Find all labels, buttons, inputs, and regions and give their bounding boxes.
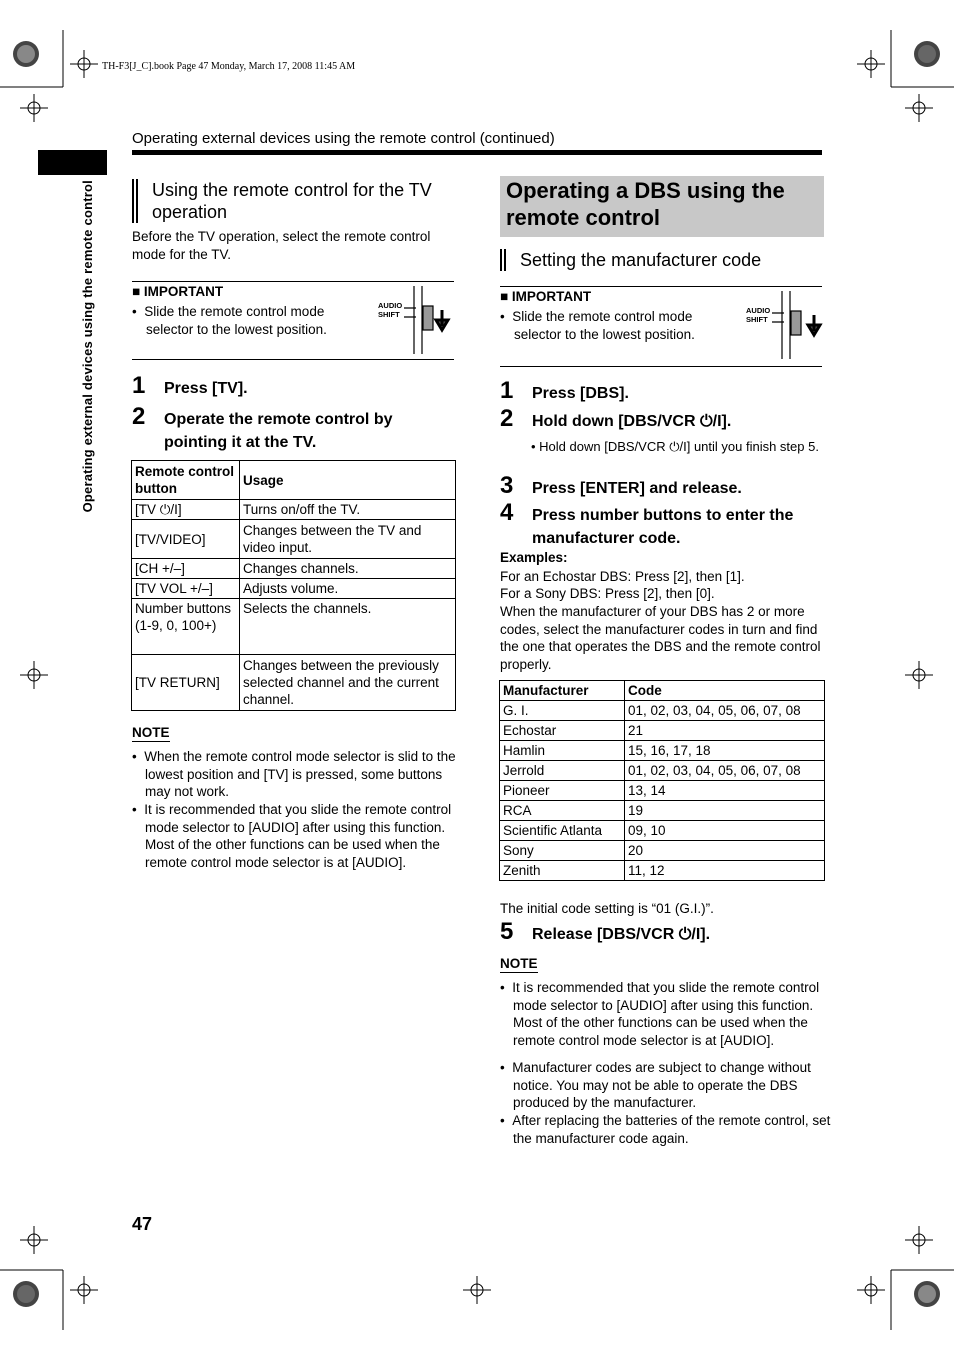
mfr-table-cell: 15, 16, 17, 18: [625, 741, 825, 761]
mfr-table-cell: 21: [625, 721, 825, 741]
tv-table-cell: [TV ⏻/I]: [132, 500, 240, 520]
left-step-2-text: Operate the remote control by pointing it at the TV.: [164, 411, 393, 451]
examples-text: When the manufacturer of your DBS has 2 or more codes, select the manufacturer codes in turn and find the one that operates the DBS and the remote control properly.: [500, 604, 821, 672]
section-title: Operating a DBS using the remote control: [506, 178, 785, 230]
mfr-table-cell: Pioneer: [500, 781, 625, 801]
mode-switch-illustration: [374, 284, 456, 358]
mfr-table-cell: 01, 02, 03, 04, 05, 06, 07, 08: [625, 761, 825, 781]
mfr-table-cell: Hamlin: [500, 741, 625, 761]
right-step-2-sub: • Hold down [DBS/VCR ⏻/I] until you finish step 5.: [531, 439, 819, 454]
tv-table-header-button: Remote control button: [132, 461, 240, 500]
tv-button-table: [131, 460, 456, 711]
left-important-label: ■ IMPORTANT: [132, 284, 224, 299]
right-important-rule-bottom: [500, 366, 822, 367]
mfr-table-cell: 19: [625, 801, 825, 821]
left-important-text: • Slide the remote control mode selector to the lowest position.: [132, 304, 327, 337]
left-step-1-number: 1: [132, 372, 146, 399]
tv-table-cell: Changes between the TV and video input.: [240, 520, 456, 559]
right-step-3-text: Press [ENTER] and release.: [532, 480, 742, 497]
side-text: Operating external devices using the remote control: [80, 180, 95, 513]
left-important-rule-bottom: [132, 359, 454, 360]
tv-table-cell: Changes between the previously selected channel and the current channel.: [240, 655, 456, 711]
tv-table-header-usage: Usage: [240, 461, 456, 500]
running-header: Operating external devices using the remote control (continued): [132, 130, 555, 147]
initial-code-text: The initial code setting is “01 (G.I.)”.: [500, 901, 714, 916]
left-important-rule-top: [132, 281, 454, 282]
switch-label-bottom: SHIFT: [378, 310, 400, 319]
right-step-5-text: Release [DBS/VCR ⏻/I].: [532, 926, 711, 943]
left-step-1-text: Press [TV].: [164, 380, 248, 397]
left-subheading: Using the remote control for the TV operation: [132, 179, 462, 223]
mfr-table-cell: Zenith: [500, 861, 625, 881]
right-step-1-text: Press [DBS].: [532, 385, 629, 402]
right-important-rule-top: [500, 286, 822, 287]
tv-table-cell: [TV/VIDEO]: [132, 520, 240, 559]
side-tab: [38, 150, 107, 175]
mfr-table-cell: 20: [625, 841, 825, 861]
tv-table-cell: [TV VOL +/–]: [132, 579, 240, 599]
right-note-1-text: It is recommended that you slide the remote control mode selector to [AUDIO] after using this function. Most of the other functions can be used when the remote control mode selector is at [AUDIO].: [512, 980, 820, 1048]
mfr-table-cell: 09, 10: [625, 821, 825, 841]
mfr-table-cell: 13, 14: [625, 781, 825, 801]
right-note-1: • It is recommended that you slide the remote control mode selector to [AUDIO] after using this function. Most of the other functions can be used when the remote control mode selector is at [AUDIO].: [500, 980, 820, 1048]
right-step-4-text: Press number buttons to enter the manufacturer code.: [532, 507, 794, 547]
switch-label-top: AUDIO: [746, 306, 771, 315]
tv-table-cell: [TV RETURN]: [132, 655, 240, 711]
left-note-2-text: It is recommended that you slide the remote control mode selector to [AUDIO] after using this function. Most of the other functions can be used when the remote control mode selector is at [AUDIO].: [144, 802, 452, 870]
right-important-text: • Slide the remote control mode selector to the lowest position.: [500, 309, 695, 342]
mfr-table-cell: 11, 12: [625, 861, 825, 881]
tv-table-cell: Adjusts volume.: [240, 579, 456, 599]
left-intro: Before the TV operation, select the remote control mode for the TV.: [132, 229, 431, 262]
mfr-table-cell: Jerrold: [500, 761, 625, 781]
switch-label-bottom: SHIFT: [746, 315, 768, 324]
right-note-2-text: Manufacturer codes are subject to change without notice. You may not be able to operate the DBS produced by the manufacturer.: [512, 1060, 811, 1110]
right-note-3-text: After replacing the batteries of the remote control, set the manufacturer code again.: [512, 1113, 831, 1146]
mfr-table-cell: RCA: [500, 801, 625, 821]
tv-table-cell: Number buttons (1-9, 0, 100+): [132, 599, 240, 655]
tv-table-cell: Changes channels.: [240, 559, 456, 579]
left-note-1: • When the remote control mode selector is slid to the lowest position and [TV] is pressed, some buttons may not work.: [132, 749, 456, 799]
right-step-3-number: 3: [500, 472, 514, 499]
example-2: For a Sony DBS: Press [2], then [0].: [500, 586, 715, 601]
right-step-2-number: 2: [500, 405, 514, 432]
right-step-1-number: 1: [500, 377, 514, 404]
right-note-2: • Manufacturer codes are subject to change without notice. You may not be able to operate the DBS produced by the manufacturer.: [500, 1060, 811, 1110]
tv-table-cell: [CH +/–]: [132, 559, 240, 579]
left-note-2: • It is recommended that you slide the remote control mode selector to [AUDIO] after using this function. Most of the other functions can be used when the remote control mode selector is at [AUDIO].: [132, 802, 452, 870]
mfr-table-cell: Scientific Atlanta: [500, 821, 625, 841]
file-info: TH-F3[J_C].book Page 47 Monday, March 17, 2008 11:45 AM: [102, 61, 356, 72]
switch-label-top: AUDIO: [378, 301, 403, 310]
right-step-5-number: 5: [500, 918, 514, 945]
header-rule: [132, 150, 822, 155]
tv-table-cell: Selects the channels.: [240, 599, 456, 655]
left-note-label: NOTE: [132, 725, 170, 740]
mfr-table-cell: G. I.: [500, 701, 625, 721]
mfr-table-cell: 01, 02, 03, 04, 05, 06, 07, 08: [625, 701, 825, 721]
left-important-text-value: Slide the remote control mode selector to the lowest position.: [144, 304, 327, 337]
examples-label: Examples:: [500, 550, 568, 565]
mfr-table-header-manufacturer: Manufacturer: [500, 681, 625, 701]
right-subheading: Setting the manufacturer code: [500, 249, 830, 271]
mfr-table-cell: Sony: [500, 841, 625, 861]
example-1: For an Echostar DBS: Press [2], then [1].: [500, 569, 745, 584]
mfr-table-cell: Echostar: [500, 721, 625, 741]
right-note-3: • After replacing the batteries of the remote control, set the manufacturer code again.: [500, 1113, 831, 1146]
right-important-label: ■ IMPORTANT: [500, 289, 592, 304]
right-note-label: NOTE: [500, 956, 538, 971]
section-title-box: [500, 176, 824, 237]
left-note-1-text: When the remote control mode selector is slid to the lowest position and [TV] is pressed, some buttons may not work.: [144, 749, 456, 799]
page-number: 47: [132, 1214, 153, 1234]
mfr-table-header-code: Code: [625, 681, 825, 701]
right-step-4-number: 4: [500, 499, 514, 526]
right-important-text-value: Slide the remote control mode selector to the lowest position.: [512, 309, 695, 342]
mode-switch-illustration: [742, 289, 824, 363]
left-step-2-number: 2: [132, 403, 146, 430]
manufacturer-table: [499, 680, 825, 881]
right-step-2-text: Hold down [DBS/VCR ⏻/I].: [532, 413, 732, 430]
tv-table-cell: Turns on/off the TV.: [240, 500, 456, 520]
